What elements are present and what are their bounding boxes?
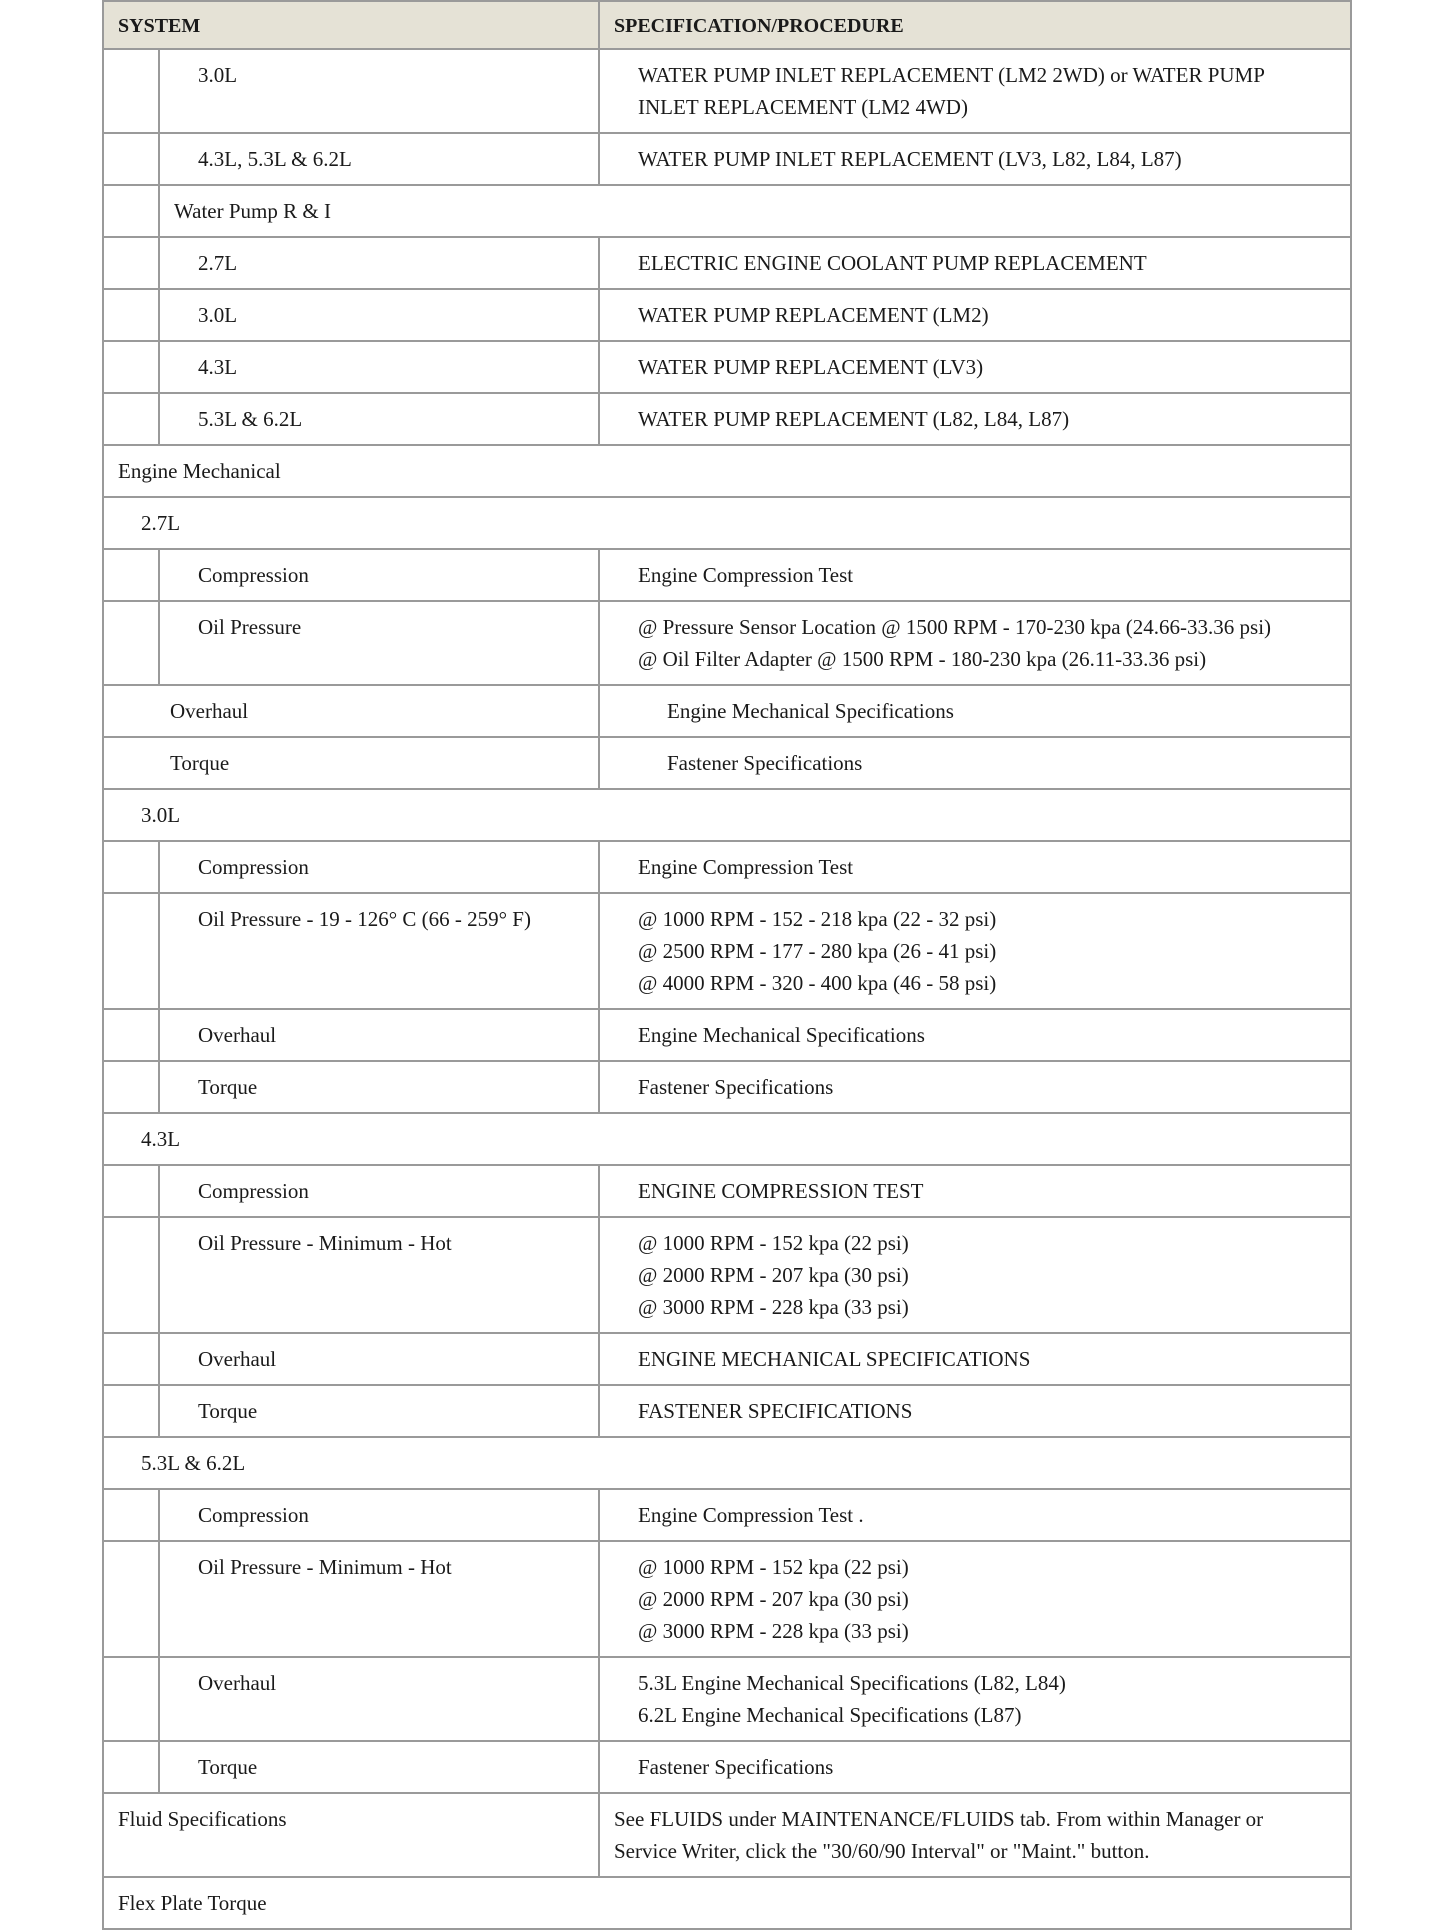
indent-cell	[103, 289, 159, 341]
spec-cell	[599, 549, 1351, 601]
section-heading: Engine Mechanical	[103, 445, 1351, 497]
spec-cell	[599, 1009, 1351, 1061]
spec-line: WATER PUMP REPLACEMENT (LV3)	[638, 355, 984, 379]
engine-heading: 2.7L	[103, 497, 1351, 549]
table-row	[103, 1385, 1351, 1437]
system-cell: Overhaul	[103, 685, 599, 737]
spec-line: Engine Mechanical Specifications	[638, 1023, 925, 1047]
indent-cell	[103, 1385, 159, 1437]
spec-cell	[599, 1793, 1351, 1877]
system-cell: 3.0L	[159, 289, 599, 341]
spec-line: Engine Mechanical Specifications	[667, 699, 954, 723]
system-cell: 5.3L & 6.2L	[159, 393, 599, 445]
spec-line: Fastener Specifications	[638, 1755, 834, 1779]
table-row	[103, 1793, 1351, 1877]
table-row	[103, 393, 1351, 445]
table-row	[103, 893, 1351, 1009]
spec-line: WATER PUMP INLET REPLACEMENT (LM2 2WD) or WATER PUMP INLET REPLACEMENT (LM2 4WD)	[638, 63, 1265, 119]
table-row	[103, 1061, 1351, 1113]
spec-cell	[599, 893, 1351, 1009]
indent-cell	[103, 185, 159, 237]
indent-cell	[103, 1165, 159, 1217]
system-column-header: SYSTEM	[103, 1, 599, 49]
table-row	[103, 341, 1351, 393]
spec-cell	[599, 237, 1351, 289]
table-row	[103, 133, 1351, 185]
system-cell: 4.3L	[159, 341, 599, 393]
spec-line: ENGINE MECHANICAL SPECIFICATIONS	[638, 1347, 1031, 1371]
spec-line: @ Oil Filter Adapter @ 1500 RPM - 180-230 kpa (26.11-33.36 psi)	[638, 647, 1207, 671]
indent-cell	[103, 1489, 159, 1541]
spec-line: See FLUIDS under MAINTENANCE/FLUIDS tab. From within Manager or Service Writer, click the "30/60/90 Interval" or "Maint." button.	[614, 1807, 1264, 1863]
spec-line: Engine Compression Test .	[638, 1503, 864, 1527]
spec-line: @ 1000 RPM - 152 kpa (22 psi)	[638, 1231, 909, 1255]
spec-cell	[599, 1385, 1351, 1437]
table-row	[103, 1489, 1351, 1541]
system-cell: 3.0L	[159, 49, 599, 133]
system-cell: Torque	[159, 1385, 599, 1437]
indent-cell	[103, 893, 159, 1009]
system-cell: 4.3L, 5.3L & 6.2L	[159, 133, 599, 185]
spec-cell	[599, 1333, 1351, 1385]
system-cell: Compression	[159, 549, 599, 601]
engine-heading: 5.3L & 6.2L	[103, 1437, 1351, 1489]
spec-line: FASTENER SPECIFICATIONS	[638, 1399, 913, 1423]
spec-line: @ 2000 RPM - 207 kpa (30 psi)	[638, 1263, 909, 1287]
spec-cell	[599, 685, 1351, 737]
spec-cell	[599, 49, 1351, 133]
spec-cell	[599, 1217, 1351, 1333]
system-cell: Torque	[103, 737, 599, 789]
table-row	[103, 1217, 1351, 1333]
table-row	[103, 1333, 1351, 1385]
indent-cell	[103, 601, 159, 685]
spec-cell	[599, 341, 1351, 393]
spec-cell	[599, 1541, 1351, 1657]
indent-cell	[103, 237, 159, 289]
indent-cell	[103, 1061, 159, 1113]
spec-cell	[599, 133, 1351, 185]
spec-cell	[599, 289, 1351, 341]
table-row	[103, 49, 1351, 133]
system-cell: Torque	[159, 1741, 599, 1793]
indent-cell	[103, 1333, 159, 1385]
system-cell: Fluid Specifications	[103, 1793, 599, 1877]
table-row	[103, 1009, 1351, 1061]
spec-line: @ 4000 RPM - 320 - 400 kpa (46 - 58 psi)	[638, 971, 997, 995]
spec-line: ENGINE COMPRESSION TEST	[638, 1179, 924, 1203]
spec-line: Engine Compression Test	[638, 855, 854, 879]
indent-cell	[103, 549, 159, 601]
spec-line: ELECTRIC ENGINE COOLANT PUMP REPLACEMENT	[638, 251, 1147, 275]
spec-cell	[599, 393, 1351, 445]
table-row	[103, 237, 1351, 289]
indent-cell	[103, 49, 159, 133]
system-cell: Oil Pressure - Minimum - Hot	[159, 1217, 599, 1333]
system-cell: Oil Pressure - 19 - 126° C (66 - 259° F)	[159, 893, 599, 1009]
section-heading: Water Pump R & I	[159, 185, 1351, 237]
system-cell: Overhaul	[159, 1009, 599, 1061]
spec-line: WATER PUMP REPLACEMENT (L82, L84, L87)	[638, 407, 1070, 431]
header-row	[103, 1, 1351, 49]
indent-cell	[103, 1541, 159, 1657]
table-row	[103, 1541, 1351, 1657]
system-cell: Oil Pressure - Minimum - Hot	[159, 1541, 599, 1657]
table-row	[103, 1165, 1351, 1217]
indent-cell	[103, 1741, 159, 1793]
spec-line: WATER PUMP INLET REPLACEMENT (LV3, L82, L84, L87)	[638, 147, 1182, 171]
table-row	[103, 685, 1351, 737]
engine-heading: 4.3L	[103, 1113, 1351, 1165]
spec-line: @ 1000 RPM - 152 - 218 kpa (22 - 32 psi)	[638, 907, 997, 931]
spec-line: Fastener Specifications	[667, 751, 863, 775]
system-cell: Compression	[159, 841, 599, 893]
system-cell: Oil Pressure	[159, 601, 599, 685]
spec-line: @ 3000 RPM - 228 kpa (33 psi)	[638, 1619, 909, 1643]
subsection-row	[103, 1437, 1351, 1489]
table-row	[103, 601, 1351, 685]
spec-column-header: SPECIFICATION/PROCEDURE	[599, 1, 1351, 49]
subsection-row	[103, 497, 1351, 549]
system-cell: Overhaul	[159, 1657, 599, 1741]
spec-cell	[599, 1657, 1351, 1741]
spec-line: 5.3L Engine Mechanical Specifications (L82, L84)	[638, 1671, 1066, 1695]
subsection-row	[103, 789, 1351, 841]
spec-line: WATER PUMP REPLACEMENT (LM2)	[638, 303, 989, 327]
table-row	[103, 841, 1351, 893]
engine-heading: 3.0L	[103, 789, 1351, 841]
spec-cell	[599, 601, 1351, 685]
spec-cell	[599, 737, 1351, 789]
system-cell: Compression	[159, 1165, 599, 1217]
spec-line: @ 2500 RPM - 177 - 280 kpa (26 - 41 psi)	[638, 939, 997, 963]
specifications-table	[102, 0, 1352, 1930]
system-cell: 2.7L	[159, 237, 599, 289]
table-row	[103, 737, 1351, 789]
spec-line: @ 3000 RPM - 228 kpa (33 psi)	[638, 1295, 909, 1319]
indent-cell	[103, 133, 159, 185]
section-row	[103, 185, 1351, 237]
table-row	[103, 1741, 1351, 1793]
indent-cell	[103, 841, 159, 893]
system-cell: Torque	[159, 1061, 599, 1113]
spec-line: @ Pressure Sensor Location @ 1500 RPM - 170-230 kpa (24.66-33.36 psi)	[638, 615, 1272, 639]
indent-cell	[103, 1657, 159, 1741]
table-row	[103, 1657, 1351, 1741]
section-row	[103, 1877, 1351, 1929]
spec-cell	[599, 1061, 1351, 1113]
section-heading: Flex Plate Torque	[103, 1877, 1351, 1929]
spec-line: Engine Compression Test	[638, 563, 854, 587]
table-row	[103, 549, 1351, 601]
spec-line: @ 2000 RPM - 207 kpa (30 psi)	[638, 1587, 909, 1611]
subsection-row	[103, 1113, 1351, 1165]
spec-line: 6.2L Engine Mechanical Specifications (L87)	[638, 1703, 1022, 1727]
indent-cell	[103, 1009, 159, 1061]
table-row	[103, 289, 1351, 341]
spec-cell	[599, 1489, 1351, 1541]
system-cell: Compression	[159, 1489, 599, 1541]
system-cell: Overhaul	[159, 1333, 599, 1385]
spec-line: Fastener Specifications	[638, 1075, 834, 1099]
spec-cell	[599, 1165, 1351, 1217]
spec-cell	[599, 1741, 1351, 1793]
indent-cell	[103, 1217, 159, 1333]
section-row	[103, 445, 1351, 497]
spec-cell	[599, 841, 1351, 893]
spec-line: @ 1000 RPM - 152 kpa (22 psi)	[638, 1555, 909, 1579]
indent-cell	[103, 393, 159, 445]
indent-cell	[103, 341, 159, 393]
